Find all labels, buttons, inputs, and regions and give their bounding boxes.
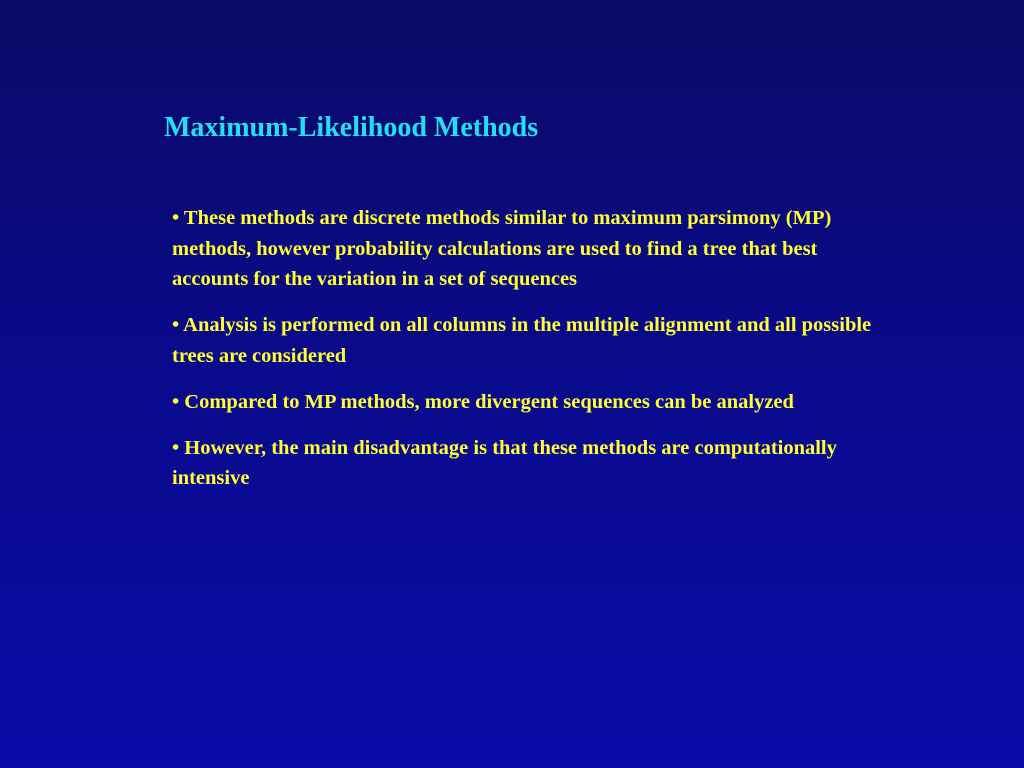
bullet-item: • However, the main disadvantage is that these methods are computationally intensive <box>172 436 837 489</box>
slide-title: Maximum-Likelihood Methods <box>164 112 539 143</box>
bullet-item: • Compared to MP methods, more divergent sequences can be analyzed <box>172 390 794 413</box>
bullet-item: • These methods are discrete methods similar to maximum parsimony (MP) methods, however probability calculations are used to find a tree that best accounts for the variation in a set of sequences <box>172 207 832 290</box>
bullet-list <box>172 203 884 509</box>
bullet-item: • Analysis is performed on all columns in the multiple alignment and all possible trees are considered <box>172 314 872 367</box>
